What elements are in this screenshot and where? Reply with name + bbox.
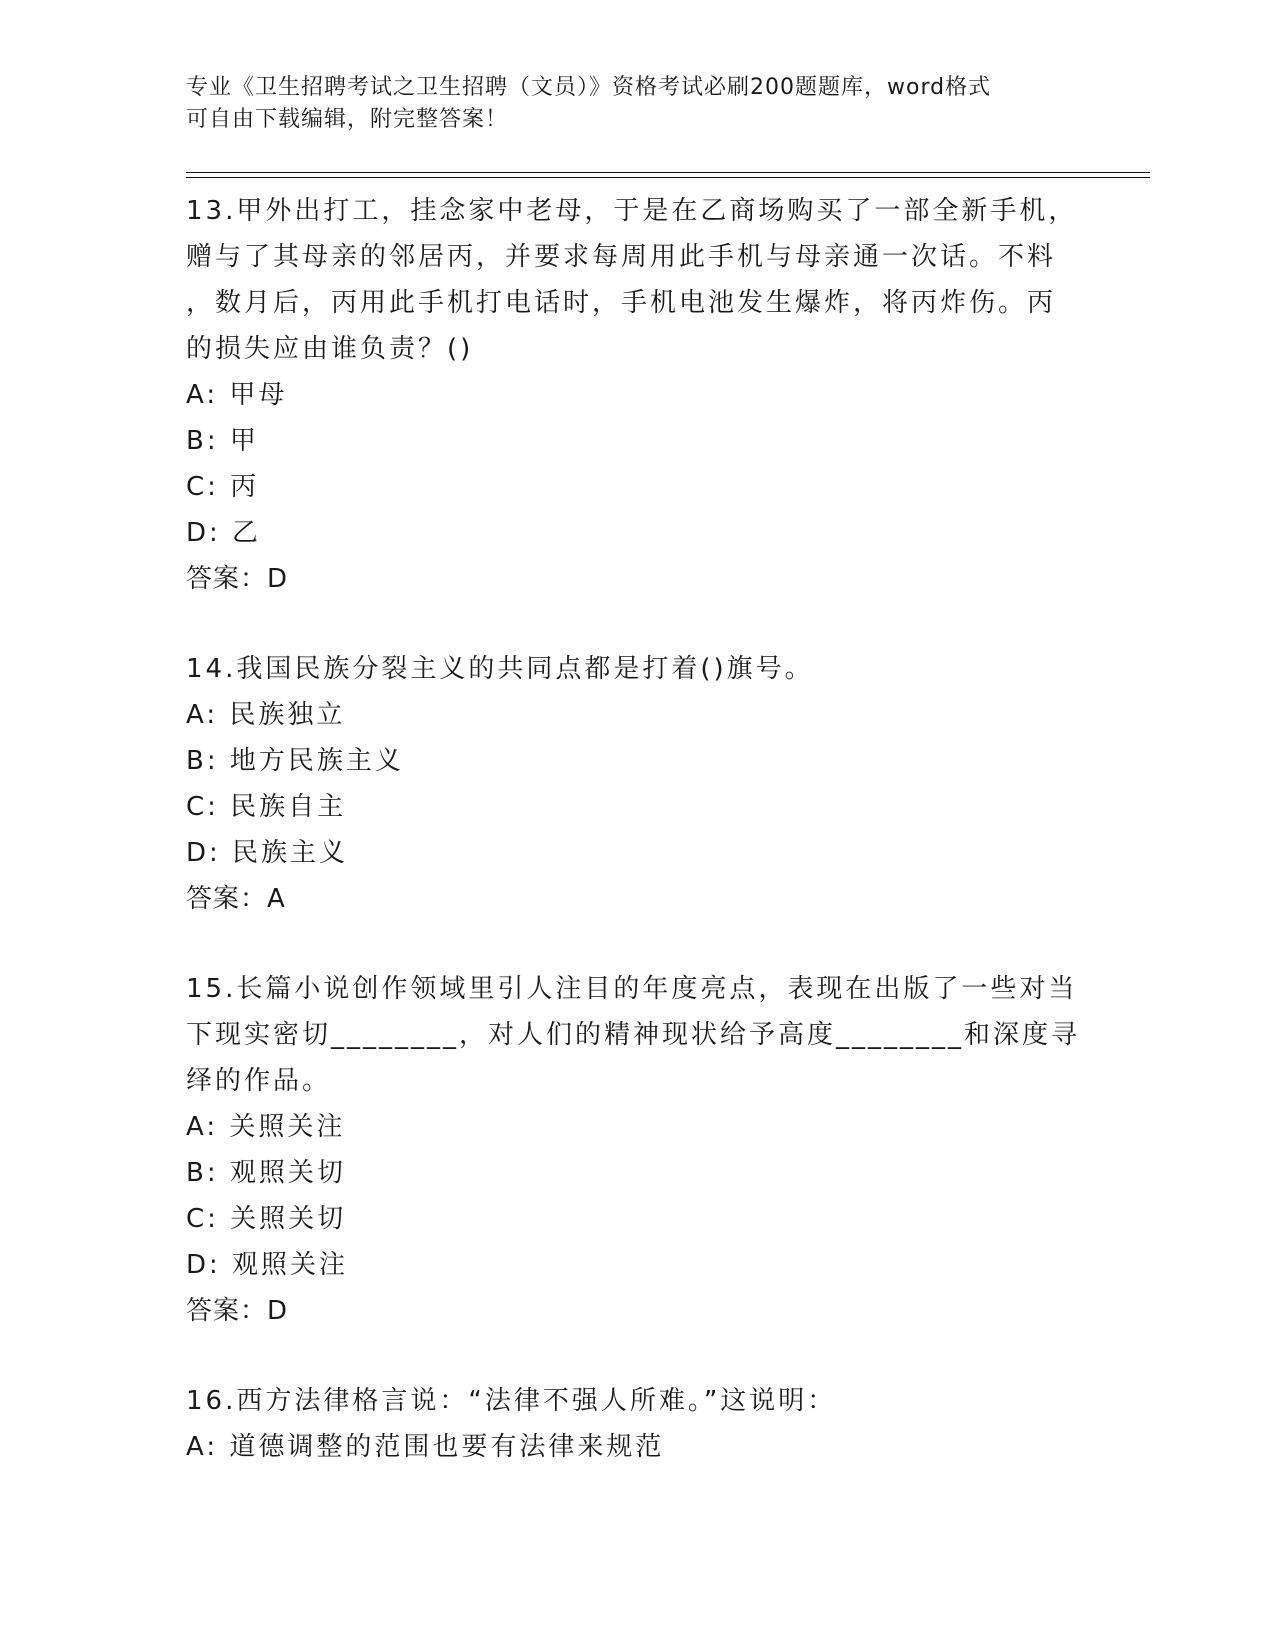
question-stem-line: ，数月后，丙用此手机打电话时，手机电池发生爆炸，将丙炸伤。丙 — [186, 288, 1057, 318]
header-divider-top — [186, 172, 1150, 173]
option-a: A: 关照关注 — [186, 1112, 346, 1142]
question-stem-line: 绎的作品。 — [186, 1066, 332, 1096]
question-stem-line: 的损失应由谁负责？() — [186, 334, 474, 364]
question-stem-line: 13.甲外出打工，挂念家中老母，于是在乙商场购买了一部全新手机， — [186, 196, 1078, 226]
question-stem-line: 赠与了其母亲的邻居丙，并要求每周用此手机与母亲通一次话。不料 — [186, 242, 1057, 272]
option-b: B: 地方民族主义 — [186, 746, 404, 776]
option-d: D: 民族主义 — [186, 838, 349, 868]
option-b: B: 甲 — [186, 426, 259, 456]
header-line-2: 可自由下载编辑，附完整答案！ — [186, 107, 509, 132]
option-b: B: 观照关切 — [186, 1158, 346, 1188]
option-d: D: 观照关注 — [186, 1250, 349, 1280]
option-c: C: 丙 — [186, 472, 260, 502]
header-divider-bottom — [186, 177, 1150, 178]
question-stem-line: 16.西方法律格言说：“法律不强人所难。”这说明： — [186, 1386, 837, 1416]
answer-label: 答案：D — [186, 564, 289, 594]
question-16 — [186, 1378, 1086, 1470]
question-stem-line: 14.我国民族分裂主义的共同点都是打着()旗号。 — [186, 654, 814, 684]
option-d: D: 乙 — [186, 518, 262, 548]
option-a: A: 道德调整的范围也要有法律来规范 — [186, 1432, 665, 1462]
header-line-1: 专业《卫生招聘考试之卫生招聘（文员）》资格考试必刷200题题库，word格式 — [186, 75, 992, 100]
question-13 — [186, 188, 1086, 602]
answer-label: 答案：D — [186, 1296, 289, 1326]
document-header — [186, 72, 1066, 136]
answer-label: 答案：A — [186, 884, 286, 914]
question-14 — [186, 646, 1086, 922]
option-c: C: 关照关切 — [186, 1204, 347, 1234]
question-stem-line: 15.长篇小说创作领域里引人注目的年度亮点，表现在出版了一些对当 — [186, 974, 1078, 1004]
question-stem-line: 下现实密切________，对人们的精神现状给予高度________和深度寻 — [186, 1020, 1081, 1050]
option-a: A: 民族独立 — [186, 700, 346, 730]
question-15 — [186, 966, 1086, 1334]
option-a: A: 甲母 — [186, 380, 288, 410]
question-list — [186, 188, 1086, 1514]
option-c: C: 民族自主 — [186, 792, 347, 822]
